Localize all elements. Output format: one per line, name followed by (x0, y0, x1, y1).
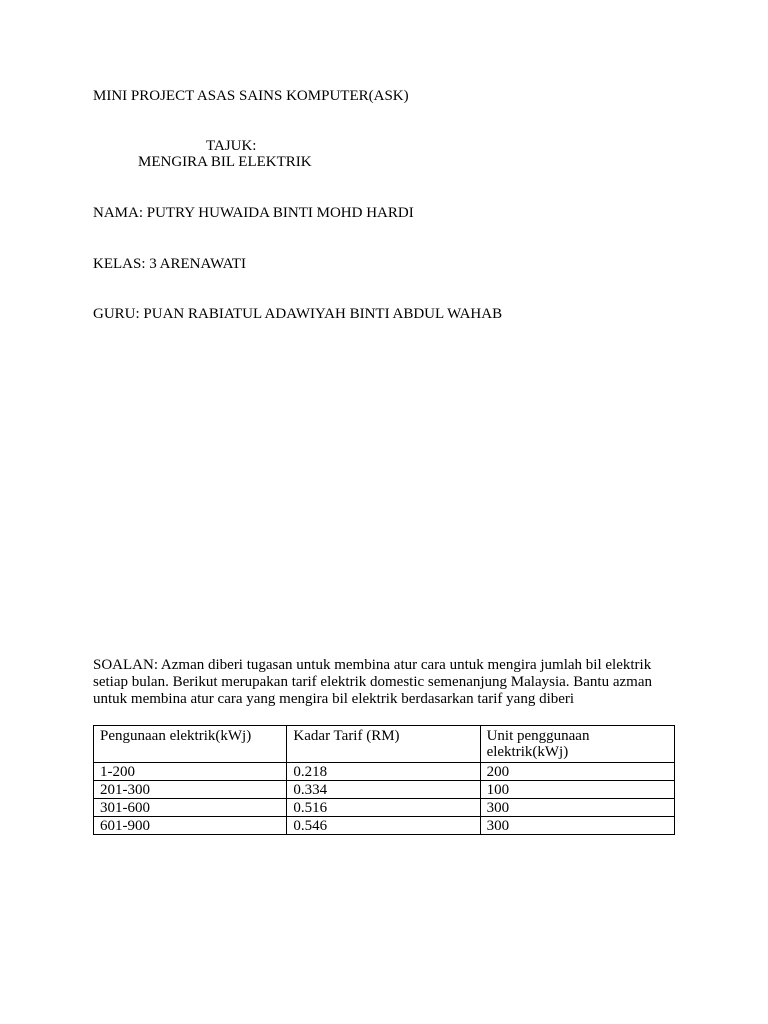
tajuk-value: MENGIRA BIL ELEKTRIK (138, 154, 312, 170)
table-row (94, 817, 675, 835)
units-cell: 200 (480, 763, 674, 781)
student-name: NAMA: PUTRY HUWAIDA BINTI MOHD HARDI (93, 205, 414, 221)
header-rate: Kadar Tarif (RM) (287, 726, 480, 763)
units-cell: 100 (480, 781, 674, 799)
question-paragraph (93, 657, 683, 708)
rate-cell: 0.334 (287, 781, 480, 799)
question-line: SOALAN: Azman diberi tugasan untuk membina atur cara untuk mengira jumlah bil elektrik (93, 657, 652, 673)
units-cell: 300 (480, 817, 674, 835)
student-class: KELAS: 3 ARENAWATI (93, 256, 246, 272)
header-units: Unit penggunaan elektrik(kWj) (480, 726, 674, 763)
rate-cell: 0.218 (287, 763, 480, 781)
table-row (94, 781, 675, 799)
usage-cell: 601-900 (94, 817, 287, 835)
tariff-table (93, 725, 675, 835)
project-title: MINI PROJECT ASAS SAINS KOMPUTER(ASK) (93, 88, 409, 104)
rate-cell: 0.516 (287, 799, 480, 817)
table-row (94, 763, 675, 781)
units-cell: 300 (480, 799, 674, 817)
rate-cell: 0.546 (287, 817, 480, 835)
question-line: setiap bulan. Berikut merupakan tarif elektrik domestic semenanjung Malaysia. Bantu azman (93, 674, 652, 690)
usage-cell: 1-200 (94, 763, 287, 781)
question-line: untuk membina atur cara yang mengira bil elektrik berdasarkan tarif yang diberi (93, 691, 575, 707)
usage-cell: 301-600 (94, 799, 287, 817)
table-header-row (94, 726, 675, 763)
teacher-name: GURU: PUAN RABIATUL ADAWIYAH BINTI ABDUL WAHAB (93, 306, 503, 322)
tajuk-label: TAJUK: (206, 138, 257, 154)
header-usage: Pengunaan elektrik(kWj) (94, 726, 287, 763)
usage-cell: 201-300 (94, 781, 287, 799)
table-row (94, 799, 675, 817)
